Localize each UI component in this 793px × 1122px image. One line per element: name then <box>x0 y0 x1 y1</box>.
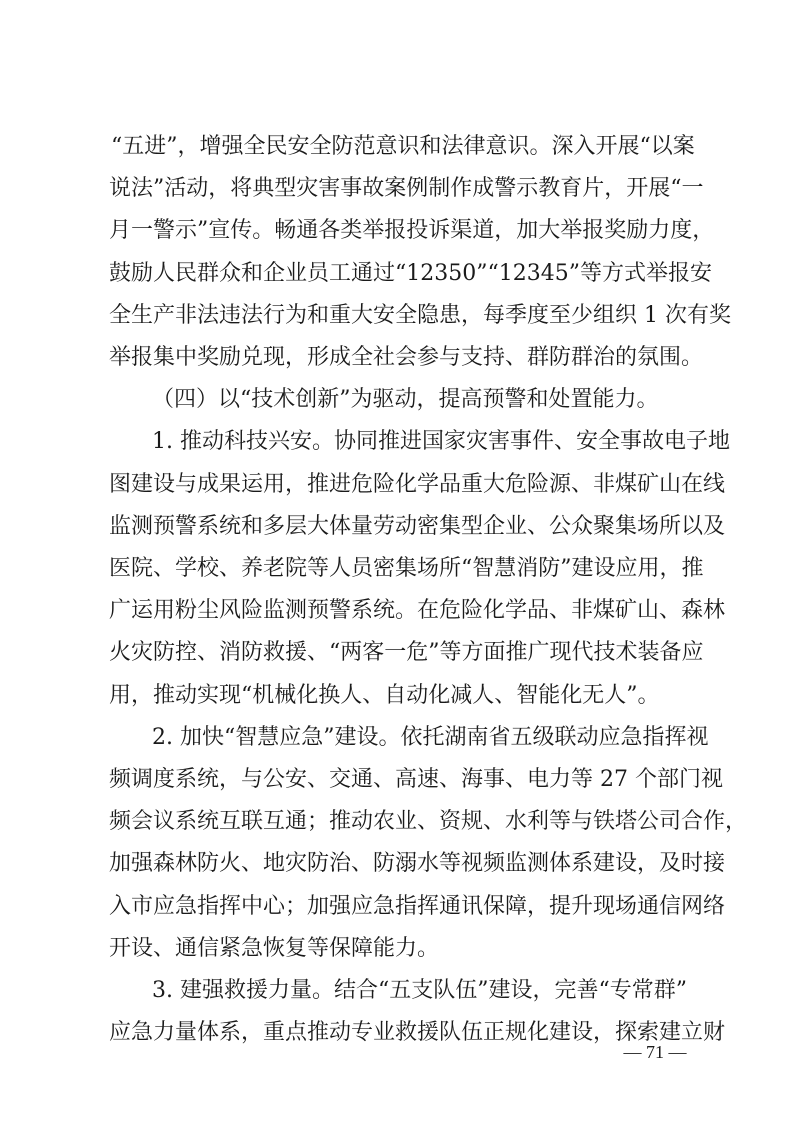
text-line-1: “五进”，增强全民安全防范意识和法律意识。深入开展“以案 <box>111 134 695 159</box>
text-line-21: 3. 建强救援力量。结合“五支队伍”建设，完善“专常群” <box>152 978 687 1003</box>
text-line-9: 图建设与成果运用，推进危险化学品重大危险源、非煤矿山在线 <box>109 471 726 497</box>
text-line-17: 频会议系统互联互通；推动农业、资规、水利等与铁塔公司合作， <box>109 809 748 835</box>
page-number: — 71 — <box>623 1042 687 1062</box>
text-line-10: 监测预警系统和多层大体量劳动密集型企业、公众聚集场所以及 <box>109 513 726 539</box>
text-line-16: 频调度系统，与公安、交通、高速、海事、电力等 27 个部门视 <box>109 767 723 792</box>
text-line-3: 月一警示”宣传。畅通各类举报投诉渠道，加大举报奖励力度， <box>109 218 715 244</box>
text-line-5: 全生产非法违法行为和重大安全隐患，每季度至少组织 1 次有奖 <box>109 302 731 328</box>
text-line-2: 说法”活动，将典型灾害事故案例制作成警示教育片，开展“一 <box>109 176 704 202</box>
section-heading: （四）以“技术创新”为驱动，提高预警和处置能力。 <box>152 387 659 413</box>
text-line-19: 入市应急指挥中心；加强应急指挥通讯保障，提升现场通信网络 <box>109 893 726 919</box>
text-line-8: 1. 推动科技兴安。协同推进国家灾害事件、安全事故电子地 <box>152 429 730 455</box>
text-line-14: 用，推动实现“机械化换人、自动化减人、智能化无人”。 <box>109 682 660 708</box>
text-line-4: 鼓励人民群众和企业员工通过“12350”“12345”等方式举报安 <box>109 260 712 286</box>
text-line-15: 2. 加快“智慧应急”建设。依托湖南省五级联动应急指挥视 <box>152 724 709 750</box>
text-line-12: 广运用粉尘风险监测预警系统。在危险化学品、非煤矿山、森林 <box>109 598 726 624</box>
text-line-20: 开设、通信紧急恢复等保障能力。 <box>109 935 440 961</box>
text-line-13: 火灾防控、消防救援、“两客一危”等方面推广现代技术装备应 <box>109 640 704 666</box>
text-line-6: 举报集中奖励兑现，形成全社会参与支持、群防群治的氛围。 <box>109 345 704 370</box>
text-line-22: 应急力量体系，重点推动专业救援队伍正规化建设，探索建立财 <box>109 1020 726 1046</box>
text-line-18: 加强森林防火、地灾防治、防溺水等视频监测体系建设，及时接 <box>109 851 726 877</box>
text-line-11: 医院、学校、养老院等人员密集场所“智慧消防”建设应用，推 <box>109 556 704 581</box>
